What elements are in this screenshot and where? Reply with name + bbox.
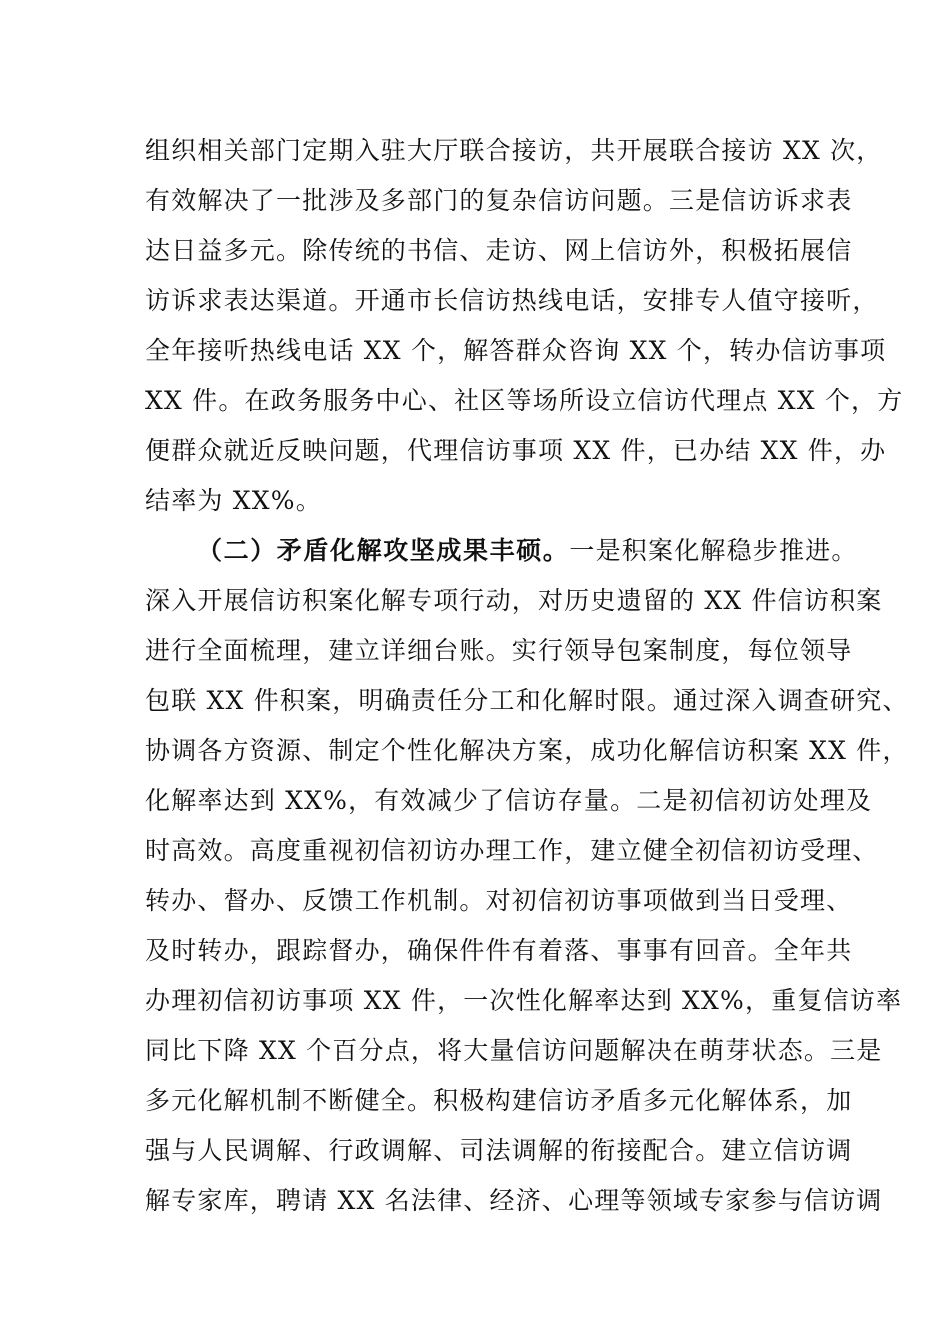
text-line: 便群众就近反映问题，代理信访事项 XX 件，已办结 XX 件，办 — [145, 436, 887, 465]
text-line: 同比下降 XX 个百分点，将大量信访问题解决在萌芽状态。三是 — [145, 1036, 883, 1065]
text-line: 化解率达到 XX%，有效减少了信访存量。二是初信初访处理及 — [145, 786, 873, 815]
text-line: 解专家库，聘请 XX 名法律、经济、心理等领域专家参与信访调 — [145, 1186, 883, 1215]
text-line: XX 件。在政务服务中心、社区等场所设立信访代理点 XX 个，方 — [145, 386, 904, 415]
text-line: 深入开展信访积案化解专项行动，对历史遗留的 XX 件信访积案 — [145, 586, 883, 615]
text-line: 协调各方资源、制定个性化解决方案，成功化解信访积案 XX 件， — [145, 736, 909, 765]
section-heading: （二）矛盾化解攻坚成果丰硕。 — [197, 536, 570, 565]
text-line: 强与人民调解、行政调解、司法调解的衔接配合。建立信访调 — [145, 1136, 853, 1165]
text-line: 多元化解机制不断健全。积极构建信访矛盾多元化解体系，加 — [145, 1086, 853, 1115]
text-line: 组织相关部门定期入驻大厅联合接访，共开展联合接访 XX 次， — [145, 136, 883, 165]
text-line: 结率为 XX%。 — [145, 486, 322, 515]
text-line: 有效解决了一批涉及多部门的复杂信访问题。三是信访诉求表 — [145, 186, 853, 215]
text-line: 包联 XX 件积案，明确责任分工和化解时限。通过深入调查研究、 — [145, 686, 909, 715]
section-heading-line — [197, 526, 858, 576]
text-line: 达日益多元。除传统的书信、走访、网上信访外，积极拓展信 — [145, 236, 853, 265]
text-line: 及时转办，跟踪督办，确保件件有着落、事事有回音。全年共 — [145, 936, 853, 965]
text-line: 转办、督办、反馈工作机制。对初信初访事项做到当日受理、 — [145, 886, 853, 915]
text-line: 进行全面梳理，建立详细台账。实行领导包案制度，每位领导 — [145, 636, 853, 665]
text-line: 办理初信初访事项 XX 件，一次性化解率达到 XX%，重复信访率 — [145, 986, 903, 1015]
text-line: 访诉求表达渠道。开通市长信访热线电话，安排专人值守接听， — [145, 286, 879, 315]
text-line: 全年接听热线电话 XX 个，解答群众咨询 XX 个，转办信访事项 — [145, 336, 887, 365]
section-heading-continuation: 一是积案化解稳步推进。 — [569, 536, 858, 565]
text-line: 时高效。高度重视初信初访办理工作，建立健全初信初访受理、 — [145, 836, 879, 865]
